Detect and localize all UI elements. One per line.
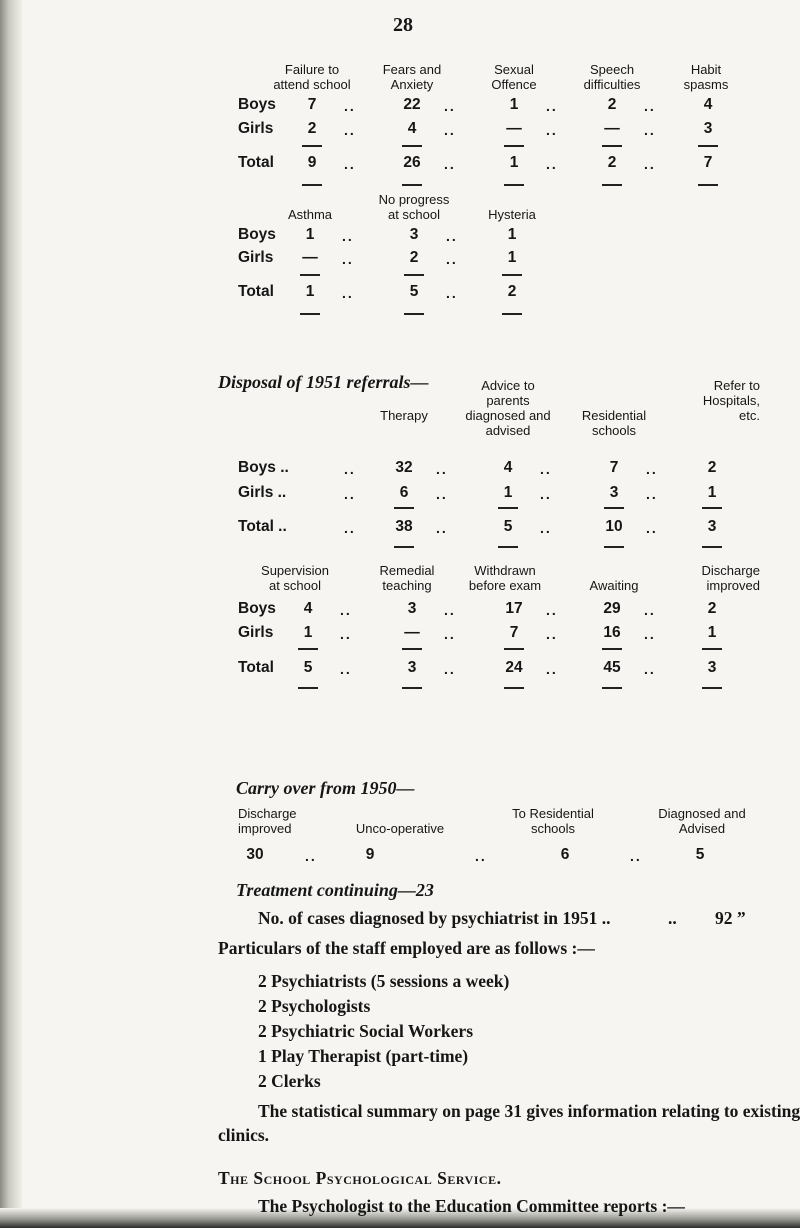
table-cell: 7 (509, 624, 519, 641)
row-label: Girls (238, 624, 274, 641)
leader-dots: .. (446, 285, 458, 301)
table-cell: 5 (409, 283, 419, 300)
col-header-remedial (362, 563, 452, 593)
leader-dots: .. (446, 251, 458, 267)
table-rule (602, 648, 622, 650)
leader-dots: .. (540, 461, 552, 477)
leader-dots: .. (444, 98, 456, 114)
header-line: difficulties (583, 77, 641, 92)
table-cell: 1 (507, 249, 517, 266)
table-rule (404, 313, 424, 315)
header-line: Hysteria (488, 207, 536, 222)
table-cell: 5 (303, 659, 313, 676)
leader-dots: .. (546, 661, 558, 677)
leader-dots: .. (436, 486, 448, 502)
page-number: 28 (393, 14, 413, 36)
table-cell: 32 (395, 459, 413, 476)
leader-dots: .. (540, 520, 552, 536)
table-cell: 3 (407, 659, 417, 676)
header-line: Discharge (238, 806, 297, 821)
table-rule (702, 648, 722, 650)
header-line: improved (238, 821, 292, 836)
table-cell: 1 (305, 283, 315, 300)
staff-item: 2 Clerks (258, 1071, 321, 1091)
leader-dots: .. (342, 285, 354, 301)
header-line: teaching (382, 578, 432, 593)
staff-intro: Particulars of the staff employed are as follows :— (218, 938, 595, 958)
table-rule (498, 507, 518, 509)
table-cell: 5 (695, 846, 705, 863)
leader-dots: .. (540, 486, 552, 502)
table-cell: 1 (507, 226, 517, 243)
table-cell: 1 (509, 154, 519, 171)
leader-dots: .. (546, 602, 558, 618)
header-line: Offence (491, 77, 537, 92)
leader-dots: .. (344, 520, 356, 536)
leader-dots: .. (340, 602, 352, 618)
leader-dots: .. (546, 122, 558, 138)
leader-dots: .. (344, 98, 356, 114)
table-cell: — (506, 120, 522, 137)
table-cell: 1 (503, 484, 513, 501)
col-header-therapy (359, 408, 449, 423)
col-header-to-residential (488, 806, 618, 836)
table-rule (602, 687, 622, 689)
leader-dots: .. (342, 228, 354, 244)
header-line: parents (486, 393, 530, 408)
row-label: Boys .. (238, 459, 289, 476)
header-line: before exam (468, 578, 542, 593)
col-header-speech (557, 62, 667, 92)
table-cell: 2 (607, 154, 617, 171)
row-label: Boys (238, 600, 276, 617)
table-cell: 22 (403, 96, 421, 113)
header-line: schools (591, 423, 637, 438)
table-cell: 38 (395, 518, 413, 535)
header-line: Discharge (701, 563, 760, 578)
table-cell: 7 (609, 459, 619, 476)
col-header-sexual (464, 62, 564, 92)
table-cell: 2 (607, 96, 617, 113)
col-header-supervision (240, 563, 350, 593)
table-cell: 1 (707, 484, 717, 501)
header-line: Failure to (284, 62, 340, 77)
table-rule (602, 145, 622, 147)
header-line: Hospitals, (702, 393, 760, 408)
leader-dots: .. (305, 848, 317, 864)
table-cell: 2 (707, 459, 717, 476)
header-line: Fears and (382, 62, 442, 77)
section-heading: The School Psychological Service. (218, 1168, 502, 1188)
leader-dots: .. (344, 156, 356, 172)
header-line: spasms (683, 77, 729, 92)
header-line: No progress (378, 192, 450, 207)
leader-dots: .. (444, 661, 456, 677)
header-line: etc. (739, 408, 760, 423)
table-rule (300, 313, 320, 315)
row-label: Total .. (238, 518, 287, 535)
table-cell: 3 (707, 659, 717, 676)
header-line: Diagnosed and (658, 806, 746, 821)
header-line: improved (706, 578, 760, 593)
table-cell: 9 (307, 154, 317, 171)
table-rule (402, 648, 422, 650)
table-rule (702, 687, 722, 689)
carry-over-heading: Carry over from 1950— (236, 778, 415, 798)
table-rule (300, 274, 320, 276)
table-cell: 4 (703, 96, 713, 113)
leader-dots: .. (340, 626, 352, 642)
staff-item: 2 Psychologists (258, 996, 371, 1016)
leader-dots: .. (644, 122, 656, 138)
table-rule (504, 687, 524, 689)
staff-item: 1 Play Therapist (part-time) (258, 1046, 469, 1066)
col-header-refer (660, 378, 760, 423)
table-cell: 3 (609, 484, 619, 501)
header-line: Advised (678, 821, 726, 836)
col-header-habit (661, 62, 751, 92)
table-rule (502, 313, 522, 315)
table-rule (404, 274, 424, 276)
table-cell: — (404, 624, 420, 641)
table-rule (298, 648, 318, 650)
header-line: Habit (690, 62, 722, 77)
header-line: Residential (581, 408, 647, 423)
table-cell: 4 (303, 600, 313, 617)
header-line: diagnosed and (465, 408, 551, 423)
col-header-residential (559, 408, 669, 438)
table-cell: 3 (407, 600, 417, 617)
para-statistical-summary-cont: clinics. (218, 1125, 270, 1145)
table-cell: 10 (605, 518, 623, 535)
col-header-diagnosed-advised (642, 806, 762, 836)
table-rule (394, 507, 414, 509)
treatment-continuing: Treatment continuing—23 (236, 880, 434, 900)
cases-dots: .. (668, 908, 677, 928)
leader-dots: .. (644, 156, 656, 172)
leader-dots: .. (630, 848, 642, 864)
table-rule (504, 145, 524, 147)
leader-dots: .. (342, 251, 354, 267)
header-line: Withdrawn (474, 563, 536, 578)
table-rule (702, 507, 722, 509)
leader-dots: .. (446, 228, 458, 244)
leader-dots: .. (646, 461, 658, 477)
row-label: Total (238, 283, 274, 300)
header-line: schools (530, 821, 576, 836)
col-header-withdrawn (450, 563, 560, 593)
staff-item: 2 Psychiatric Social Workers (258, 1021, 473, 1041)
header-line: attend school (273, 77, 351, 92)
staff-item: 2 Psychiatrists (5 sessions a week) (258, 971, 510, 991)
leader-dots: .. (436, 520, 448, 536)
table-cell: 1 (305, 226, 315, 243)
para-statistical-summary: The statistical summary on page 31 gives information relating to existing (258, 1101, 800, 1121)
leader-dots: .. (646, 486, 658, 502)
leader-dots: .. (344, 486, 356, 502)
cases-value: 92 ” (715, 908, 746, 928)
col-header-asthma (270, 207, 350, 222)
table-rule (698, 145, 718, 147)
scan-left-edge (0, 0, 22, 1228)
header-line: advised (485, 423, 531, 438)
table-rule (298, 687, 318, 689)
table-cell: 1 (707, 624, 717, 641)
col-header-fears (362, 62, 462, 92)
leader-dots: .. (444, 602, 456, 618)
table-cell: 30 (246, 846, 264, 863)
table-cell: 29 (603, 600, 621, 617)
leader-dots: .. (444, 626, 456, 642)
row-label: Girls .. (238, 484, 287, 501)
table-rule (402, 145, 422, 147)
para-psychologist-reports: The Psychologist to the Education Committee reports :— (258, 1196, 685, 1216)
table-rule (394, 546, 414, 548)
leader-dots: .. (344, 122, 356, 138)
table-cell: 17 (505, 600, 523, 617)
table-rule (302, 184, 322, 186)
table-cell: 2 (307, 120, 317, 137)
leader-dots: .. (546, 98, 558, 114)
table-cell: 45 (603, 659, 621, 676)
col-header-discharge (660, 563, 760, 593)
cases-text: No. of cases diagnosed by psychiatrist in 1951 .. (258, 908, 611, 928)
header-line: Unco-operative (355, 821, 445, 836)
table-cell: 4 (407, 120, 417, 137)
header-line: To Residential (512, 806, 594, 821)
leader-dots: .. (344, 461, 356, 477)
col-header-advice (448, 378, 568, 438)
table-cell: 1 (509, 96, 519, 113)
table-cell: 2 (409, 249, 419, 266)
table-cell: 16 (603, 624, 621, 641)
leader-dots: .. (644, 602, 656, 618)
leader-dots: .. (340, 661, 352, 677)
col-header-no-progress (354, 192, 474, 222)
table-rule (502, 274, 522, 276)
leader-dots: .. (444, 156, 456, 172)
cases-diagnosed-line (258, 908, 610, 929)
table-rule (698, 184, 718, 186)
leader-dots: .. (546, 626, 558, 642)
table-cell: 3 (703, 120, 713, 137)
table-cell: 7 (307, 96, 317, 113)
header-line: Remedial (379, 563, 435, 578)
leader-dots: .. (444, 122, 456, 138)
table-cell: 3 (409, 226, 419, 243)
table-cell: 4 (503, 459, 513, 476)
table-rule (504, 184, 524, 186)
leader-dots: .. (644, 661, 656, 677)
table-rule (702, 546, 722, 548)
table-rule (402, 184, 422, 186)
table-cell: 2 (707, 600, 717, 617)
col-header-awaiting (569, 578, 659, 593)
header-line: Refer to (713, 378, 760, 393)
header-line: Advice to (481, 378, 535, 393)
table-cell: — (302, 249, 318, 266)
header-line: Sexual (494, 62, 534, 77)
table-rule (604, 546, 624, 548)
table-rule (504, 648, 524, 650)
col-header-discharge-improved (238, 806, 338, 836)
header-line: Therapy (380, 408, 428, 423)
row-label: Total (238, 154, 274, 171)
leader-dots: .. (644, 98, 656, 114)
leader-dots: .. (475, 848, 487, 864)
table-rule (302, 145, 322, 147)
table-cell: — (604, 120, 620, 137)
table-cell: 9 (365, 846, 375, 863)
header-line: Anxiety (390, 77, 434, 92)
table-rule (604, 507, 624, 509)
header-line: Supervision (261, 563, 329, 578)
col-header-unco-operative (335, 821, 465, 836)
header-line: Asthma (287, 207, 333, 222)
row-label: Girls (238, 249, 274, 266)
table-cell: 6 (560, 846, 570, 863)
header-line: Awaiting (589, 578, 639, 593)
table-rule (402, 687, 422, 689)
row-label: Total (238, 659, 274, 676)
table-cell: 2 (507, 283, 517, 300)
table-rule (498, 546, 518, 548)
leader-dots: .. (436, 461, 448, 477)
row-label: Girls (238, 120, 274, 137)
col-header-hysteria (467, 207, 557, 222)
table-rule (602, 184, 622, 186)
row-label: Boys (238, 226, 276, 243)
col-header-failure (247, 62, 377, 92)
leader-dots: .. (646, 520, 658, 536)
table-cell: 3 (707, 518, 717, 535)
table-cell: 24 (505, 659, 523, 676)
header-line: Speech (589, 62, 635, 77)
header-line: at school (268, 578, 322, 593)
leader-dots: .. (644, 626, 656, 642)
table-cell: 5 (503, 518, 513, 535)
leader-dots: .. (546, 156, 558, 172)
table-cell: 26 (403, 154, 421, 171)
table-cell: 7 (703, 154, 713, 171)
row-label: Boys (238, 96, 276, 113)
table-cell: 1 (303, 624, 313, 641)
header-line: at school (387, 207, 441, 222)
table-cell: 6 (399, 484, 409, 501)
disposal-heading: Disposal of 1951 referrals— (218, 372, 429, 392)
